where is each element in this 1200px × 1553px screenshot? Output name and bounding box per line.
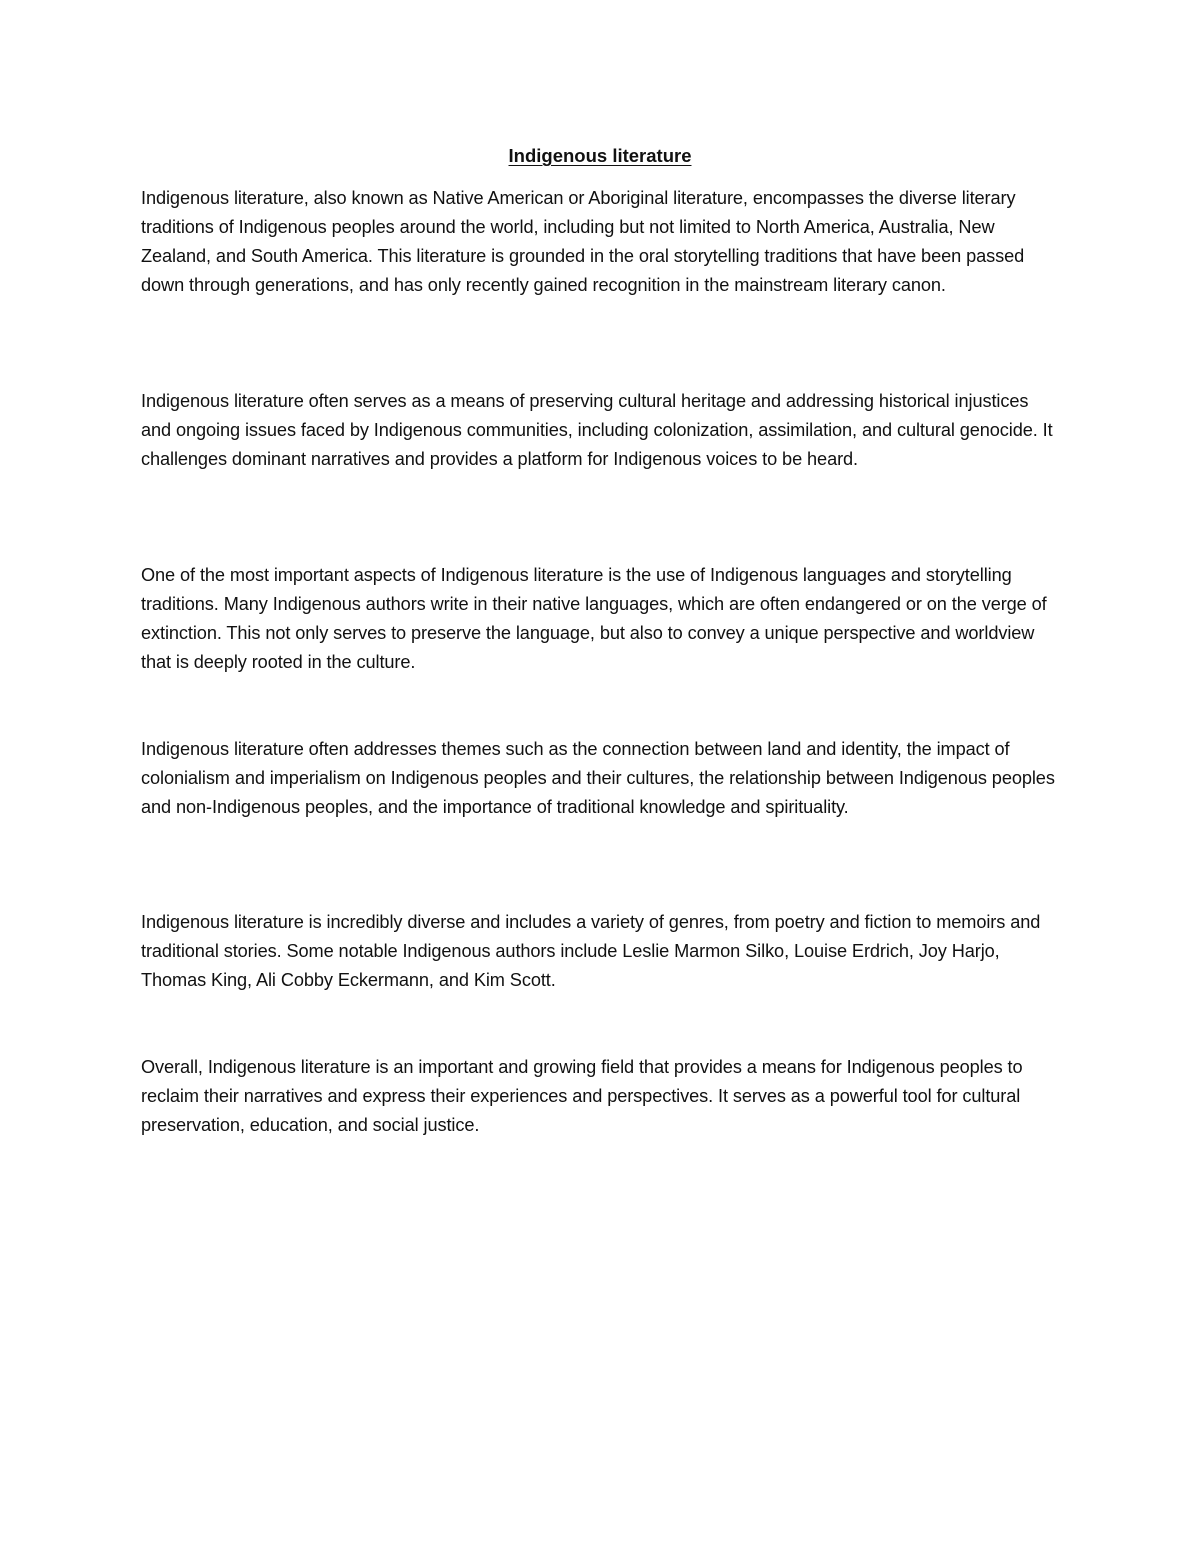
paragraph-conclusion: Overall, Indigenous literature is an important and growing field that provides a means for Indigenous peoples to reclaim their narratives and express their experiences and perspectives. It serves as a powerful tool for cultural preservation, education, and social justice. [141,1057,1023,1135]
paragraph-genres-authors: Indigenous literature is incredibly diverse and includes a variety of genres, from poetry and fiction to memoirs and traditional stories. Some notable Indigenous authors include Leslie Marmon Silko, Louise Erdrich, Joy Harjo, Thomas King, Ali Cobby Eckermann, and Kim Scott. [141,912,1041,990]
paragraph-languages: One of the most important aspects of Indigenous literature is the use of Indigenous languages and storytelling traditions. Many Indigenous authors write in their native languages, which are often endangered or on the verge of extinction. This not only serves to preserve the language, but also to convey a unique perspective and worldview that is deeply rooted in the culture. [141,565,1047,672]
paragraph-cultural-heritage: Indigenous literature often serves as a means of preserving cultural heritage and addressing historical injustices and ongoing issues faced by Indigenous communities, including colonization, assimilation, and cultural genocide. It challenges dominant narratives and provides a platform for Indigenous voices to be heard. [141,391,1053,469]
paragraph-intro: Indigenous literature, also known as Native American or Aboriginal literature, encompasses the diverse literary traditions of Indigenous peoples around the world, including but not limited to North America, Australia, New Zealand, and South America. This literature is grounded in the oral storytelling traditions that have been passed down through generations, and has only recently gained recognition in the mainstream literary canon. [141,188,1025,295]
paragraph-themes: Indigenous literature often addresses themes such as the connection between land and identity, the impact of colonialism and imperialism on Indigenous peoples and their cultures, the relationship between Indigenous peoples and non-Indigenous peoples, and the importance of traditional knowledge and spirituality. [141,739,1055,817]
document-title: Indigenous literature [508,145,692,166]
